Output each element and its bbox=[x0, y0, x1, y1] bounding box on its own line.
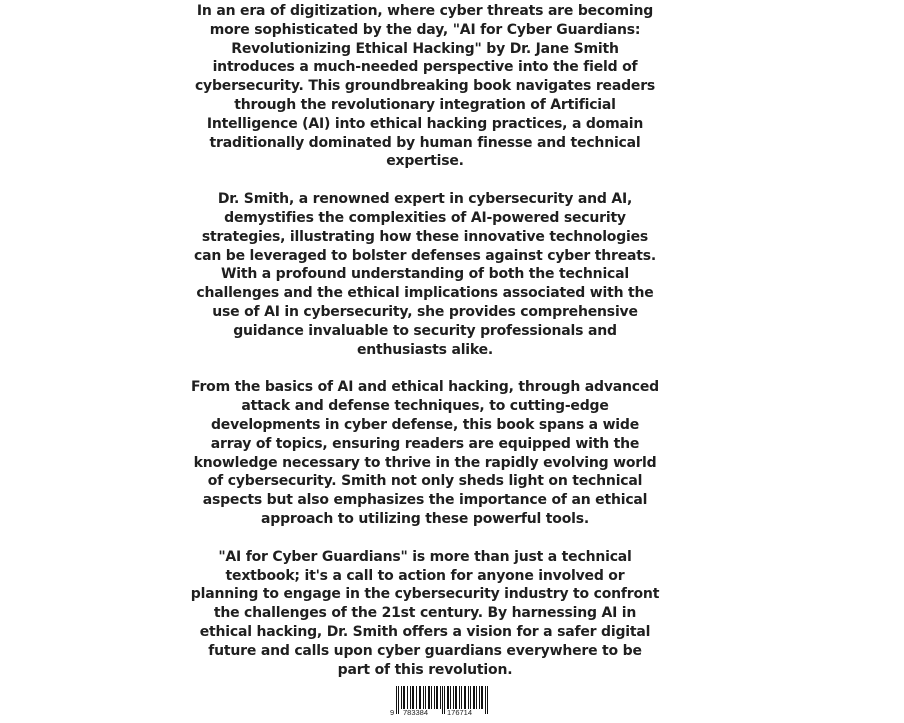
barcode-graphic bbox=[388, 684, 492, 718]
barcode-bar bbox=[416, 686, 417, 709]
blurb-paragraph-3: From the basics of AI and ethical hacking, through advanced attack and defense techniques, to cutting-edge developments in cyber defense, this book spans a wide array of topics, ensuring readers are equipped with the knowledge necessary to thrive in the rapidly evolving world of cybersecurity. Smith not only sheds light on technical aspects but also emphasizes the importance of an ethical approach to utilizing these powerful tools. bbox=[190, 379, 659, 527]
barcode-bar bbox=[461, 686, 462, 709]
barcode-bar bbox=[470, 686, 471, 709]
barcode-bar bbox=[485, 686, 486, 714]
barcode-bar bbox=[464, 686, 466, 709]
barcode-digits-left: 783384 bbox=[403, 708, 429, 717]
barcode-bar bbox=[396, 686, 397, 714]
barcode-bar bbox=[403, 686, 405, 709]
barcode-digit-first: 9 bbox=[390, 708, 395, 717]
barcode-bar bbox=[479, 686, 480, 709]
barcode-bar bbox=[407, 686, 408, 709]
barcode-bar bbox=[419, 686, 421, 709]
barcode-bar bbox=[447, 686, 449, 709]
barcode-bar bbox=[436, 686, 438, 709]
barcode-bar bbox=[440, 686, 441, 709]
blurb-paragraph-2: Dr. Smith, a renowned expert in cybersecurity and AI, demystifies the complexities of AI-powered security strategies, illustrating how these innovative technologies can be leveraged to bolster defenses against cyber threats. With a profound understanding of both the technical challenges and the ethical implications associated with the use of AI in cybersecurity, she provides comprehensive guidance invaluable to security professionals and enthusiasts alike. bbox=[193, 191, 657, 358]
barcode-bar bbox=[453, 686, 454, 709]
barcode-bar bbox=[425, 686, 426, 709]
barcode-bar bbox=[398, 686, 399, 714]
barcode-bar bbox=[455, 686, 457, 709]
barcode-bar bbox=[401, 686, 402, 709]
isbn-barcode bbox=[388, 684, 492, 718]
barcode-bar bbox=[481, 686, 483, 709]
barcode-bar bbox=[410, 686, 411, 709]
barcode-bar bbox=[442, 686, 443, 714]
barcode-bar bbox=[459, 686, 460, 709]
barcode-bar bbox=[412, 686, 414, 709]
barcode-bar bbox=[444, 686, 445, 714]
barcode-digits-right: 176714 bbox=[447, 708, 473, 717]
barcode-bar bbox=[431, 686, 432, 709]
barcode-bar bbox=[428, 686, 430, 709]
barcode-bar bbox=[450, 686, 451, 709]
barcode-bar bbox=[487, 686, 488, 714]
blurb-paragraph-1: In an era of digitization, where cyber threats are becoming more sophisticated by the day, "AI for Cyber Guardians: Revolutionizing Ethical Hacking" by Dr. Jane Smith introduces a much-needed perspective into the field of cybersecurity. This groundbreaking book navigates readers through the revolutionary integration of Artificial Intelligence (AI) into ethical hacking practices, a domain traditionally dominated by human finesse and technical expertise. bbox=[194, 3, 656, 170]
barcode-bar bbox=[468, 686, 469, 709]
blurb-paragraph-4: "AI for Cyber Guardians" is more than just a technical textbook; it's a call to action for anyone involved or planning to engage in the cybersecurity industry to confront the challenges of the 21st century. By harnessing AI in ethical hacking, Dr. Smith offers a vision for a safer digital future and calls upon cyber guardians everywhere to be part of this revolution. bbox=[190, 548, 660, 678]
barcode-bar bbox=[473, 686, 475, 709]
back-cover-blurb bbox=[190, 2, 660, 698]
barcode-bar bbox=[476, 686, 477, 709]
barcode-bar bbox=[423, 686, 424, 709]
barcode-bar bbox=[434, 686, 435, 709]
